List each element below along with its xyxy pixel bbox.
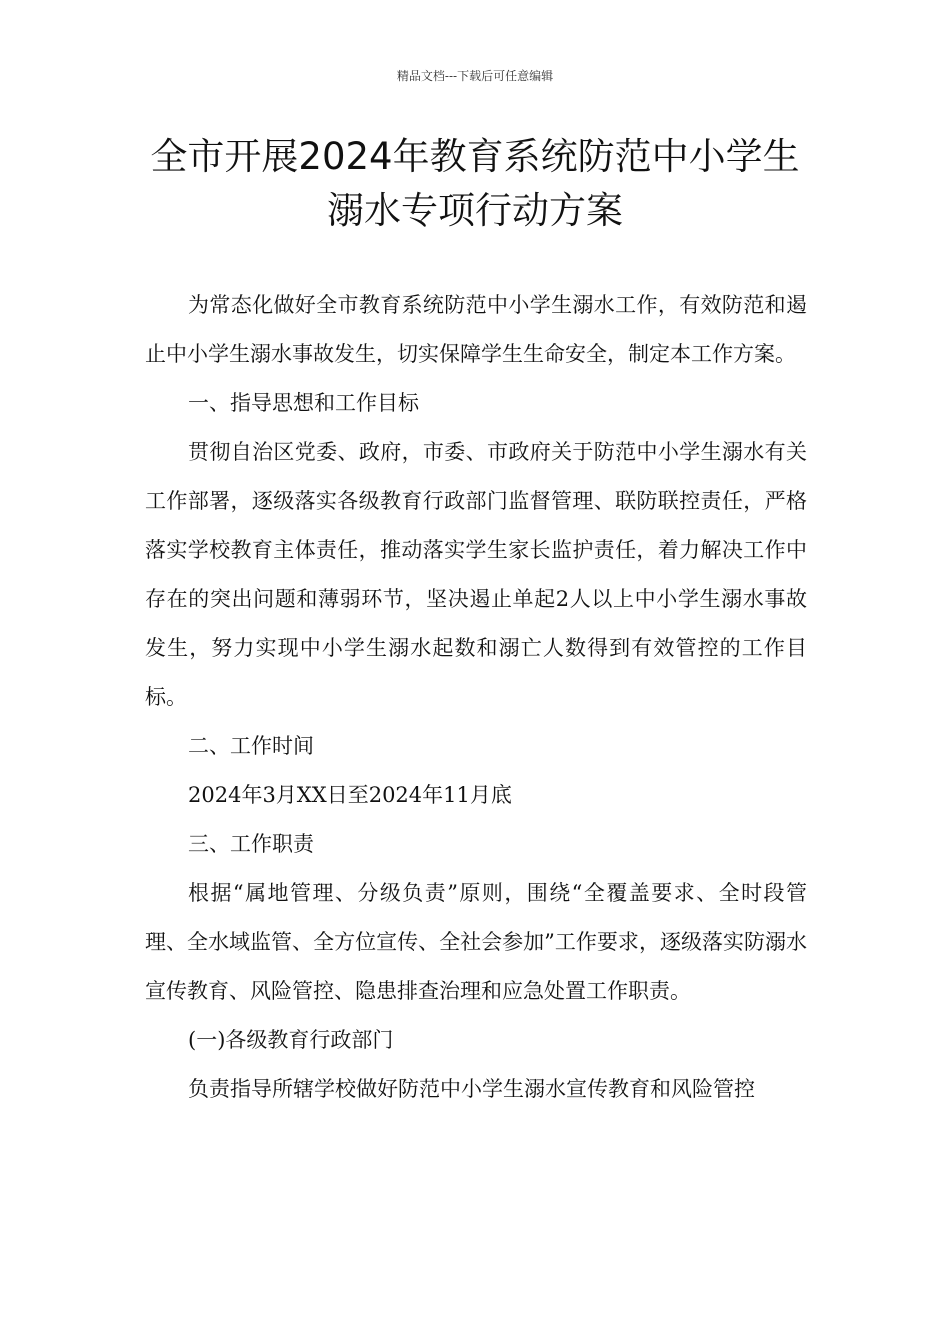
intro-paragraph: 为常态化做好全市教育系统防范中小学生溺水工作，有效防范和遏止中小学生溺水事故发生，切实保障学生生命安全，制定本工作方案。 [145,293,807,366]
section-heading-1: 一、指导思想和工作目标 [188,391,419,415]
section-heading-2: 二、工作时间 [188,734,314,758]
work-period-text: 2024年3月XX日至2024年11月底 [188,783,512,807]
header-note: 精品文档---下载后可任意编辑 [396,69,554,83]
document-body [145,281,807,1114]
body-paragraph: 贯彻自治区党委、政府，市委、市政府关于防范中小学生溺水有关工作部署，逐级落实各级教育行政部门监督管理、联防联控责任，严格落实学校教育主体责任，推动落实学生家长监护责任，着力解决工作中存在的突出问题和薄弱环节，坚决遏止单起2人以上中小学生溺水事故发生，努力实现中小学生溺水起数和溺亡人数得到有效管控的工作目标。 [145,440,807,709]
document-title: 全市开展2024年教育系统防范中小学生溺水专项行动方案 [150,135,800,232]
section-heading-3: 三、工作职责 [188,832,314,856]
body-paragraph: 负责指导所辖学校做好防范中小学生溺水宣传教育和风险管控 [188,1077,755,1101]
subsection-heading-1: (一)各级教育行政部门 [188,1028,394,1052]
body-paragraph: 根据“属地管理、分级负责”原则，围绕“全覆盖要求、全时段管理、全水域监管、全方位宣传、全社会参加”工作要求，逐级落实防溺水宣传教育、风险管控、隐患排查治理和应急处置工作职责。 [145,881,807,1003]
